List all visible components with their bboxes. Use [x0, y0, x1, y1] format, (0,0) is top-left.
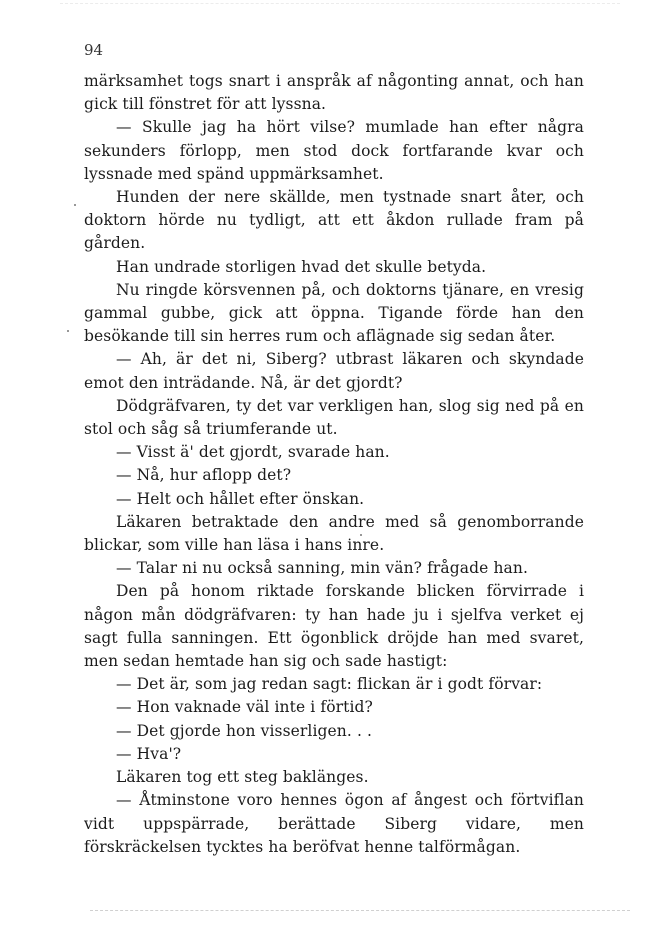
scan-speck	[67, 330, 69, 332]
paragraph: Den på honom riktade forskande blicken förvirrade i någon mån dödgräfvaren: ty han hade ju i sjelfva verket ej sagt fulla sanningen. Ett ögonblick dröjde han med svaret, men sedan hemtade han sig och sade hastigt:	[84, 582, 584, 671]
paragraph: Dödgräfvaren, ty det var verkligen han, slog sig ned på en stol och såg så triumferande ut.	[84, 396, 584, 439]
paragraph: Nu ringde körsvennen på, och doktorns tjänare, en vresig gammal gubbe, gick att öppna. Tigande förde han den besökande till sin herres rum och aflägnade sig sedan åter.	[84, 280, 584, 346]
bottom-edge-rule	[90, 910, 630, 911]
scan-speck	[74, 204, 76, 206]
paragraph: Läkaren betraktade den andre med så genomborrande blickar, som ville han läsa i hans inre.	[84, 512, 584, 555]
paragraph: — Åtminstone voro hennes ögon af ångest och förtviflan vidt uppspärrade, berättade Siberg vidare, men förskräckelsen tycktes ha beröfvat henne talförmågan.	[84, 791, 584, 856]
paragraph: — Hva'?	[116, 744, 182, 763]
top-edge-rule	[60, 3, 620, 4]
body-text	[84, 70, 584, 859]
paragraph: — Helt och hållet efter önskan.	[116, 489, 365, 508]
paragraph-continued: märksamhet togs snart i anspråk af någonting annat, och han gick till fönstret för att lyssna.	[84, 72, 584, 114]
page-number: 94	[84, 41, 104, 59]
paragraph: — Visst ä' det gjordt, svarade han.	[116, 443, 390, 462]
paragraph: — Nå, hur aflopp det?	[116, 466, 292, 485]
paragraph: — Hon vaknade väl inte i förtid?	[116, 698, 373, 717]
paragraph: — Det är, som jag redan sagt: flickan är i godt förvar:	[116, 675, 543, 694]
scan-speck	[360, 534, 362, 536]
paragraph: Hunden der nere skällde, men tystnade snart åter, och doktorn hörde nu tydligt, att ett åkdon rullade fram på gården.	[84, 188, 584, 253]
paragraph: — Det gjorde hon visserligen. . .	[116, 721, 373, 740]
paragraph: — Ah, är det ni, Siberg? utbrast läkaren och skyndade emot den inträdande. Nå, är det gjordt?	[84, 350, 584, 392]
paragraph: — Skulle jag ha hört vilse? mumlade han efter några sekunders förlopp, men stod dock fortfarande kvar och lyssnade med spänd uppmärksamhet.	[84, 118, 584, 183]
paragraph: Han undrade storligen hvad det skulle betyda.	[116, 257, 487, 276]
paragraph: — Talar ni nu också sanning, min vän? frågade han.	[116, 559, 528, 578]
paragraph: Läkaren tog ett steg baklänges.	[116, 768, 369, 787]
